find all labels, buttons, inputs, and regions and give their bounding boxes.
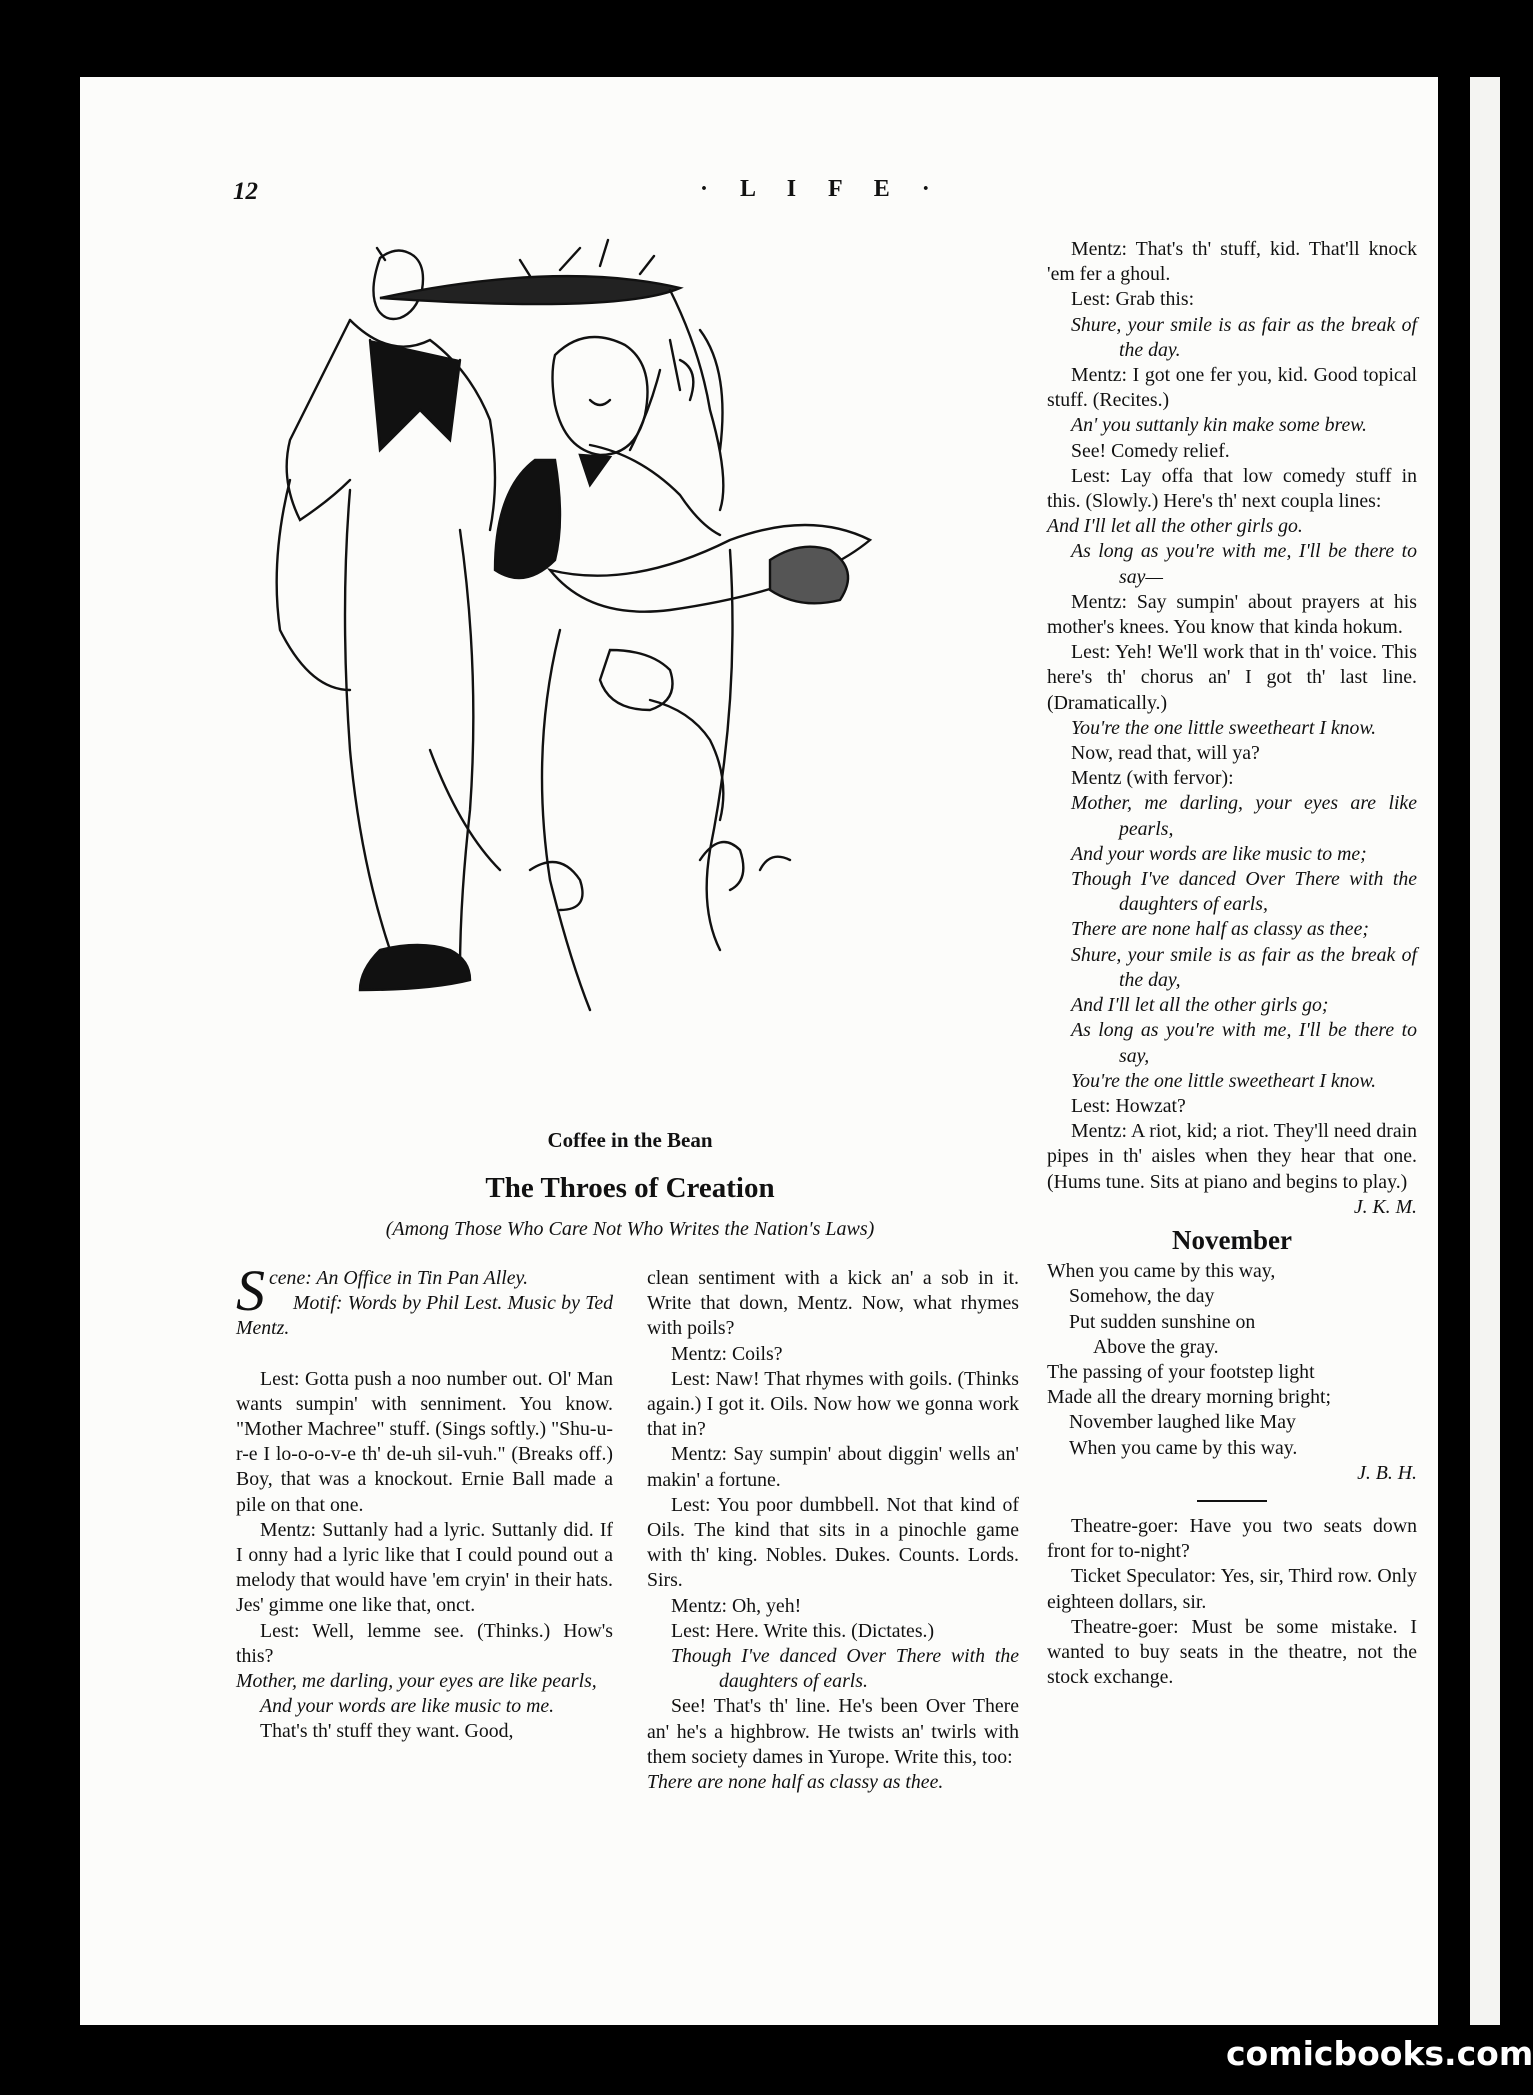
paragraph: Now, read that, will ya? [1071,742,1260,765]
adjacent-page-edge [1470,77,1500,2025]
lyric-line: And your words are like music to me; [1071,842,1367,865]
author-signature: J. B. H. [1357,1461,1417,1484]
author-signature: J. K. M. [1353,1195,1417,1218]
paragraph: Lest: Here. Write this. (Dictates.) [671,1619,935,1642]
text-column-2 [647,1266,1019,1795]
paragraph: Ticket Speculator: Yes, sir, Third row. Only eighteen dollars, sir. [1047,1565,1417,1613]
paragraph: Mentz (with fervor): [1071,767,1234,790]
lyric-line: As long as you're with me, I'll be there to say— [1071,540,1417,588]
paragraph: That's th' stuff they want. Good, [260,1720,514,1743]
poem-line: Above the gray. [1093,1335,1219,1358]
divider-rule [1197,1500,1267,1502]
lyric-line: An' you suttanly kin make some brew. [1071,414,1367,437]
waiters-illustration [230,230,1030,1100]
page-number: 12 [233,178,258,205]
article-title: The Throes of Creation [485,1172,775,1204]
lyric-line: And I'll let all the other girls go. [1047,515,1303,538]
paragraph: Theatre-goer: Must be some mistake. I wanted to buy seats in the theatre, not the stock exchange. [1047,1615,1417,1689]
motif-line: Motif: Words by Phil Lest. Music by Ted Mentz. [236,1292,613,1340]
paragraph: Lest: Gotta push a noo number out. Ol' Man wants sumpin' with senniment. You know. "Mother Machree" stuff. (Sings softly.) "Shu-u-r-e I lo-o-o-v-e th' de-uh sil-vuh." (Breaks off.) Boy, that was a knockout. Ernie Ball made a pile on that one. [236,1367,613,1516]
lyric-line: Mother, me darling, your eyes are like pearls, [1071,792,1417,840]
paragraph: See! That's th' line. He's been Over There an' he's a highbrow. He twists an' twirls with them society dames in Yurope. Write this, too: [647,1695,1019,1768]
article-subtitle: (Among Those Who Care Not Who Writes the Nation's Laws) [385,1218,875,1240]
lyric-line: As long as you're with me, I'll be there to say, [1071,1019,1417,1067]
illustration-caption: Coffee in the Bean [547,1128,713,1152]
poem-line: When you came by this way, [1047,1260,1276,1283]
paragraph: Mentz: Suttanly had a lyric. Suttanly did. If I onny had a lyric like that I could pound out a melody that would have 'em cryin' in their hats. Jes' gimme one like that, onct. [236,1518,613,1617]
lyric-line: Shure, your smile is as fair as the break of the day, [1071,943,1417,991]
poem-november [1047,1259,1417,1461]
masthead: · L I F E · [700,176,943,202]
poem-title: November [1172,1224,1292,1255]
paragraph: Theatre-goer: Have you two seats down front for to-night? [1047,1514,1417,1563]
paragraph: Lest: Well, lemme see. (Thinks.) How's this? [236,1619,613,1667]
lyric-line: There are none half as classy as thee. [647,1771,944,1794]
lyric-line: You're the one little sweetheart I know. [1071,716,1377,739]
paragraph: Mentz: I got one fer you, kid. Good topical stuff. (Recites.) [1047,364,1417,412]
lyric-line: Though I've danced Over There with the daughters of earls, [1071,868,1417,916]
watermark: comicbooks.com [1226,2034,1533,2073]
lyric-line: And I'll let all the other girls go; [1071,994,1329,1017]
poem-line: Somehow, the day [1069,1285,1215,1308]
paragraph: Mentz: That's th' stuff, kid. That'll knock 'em fer a ghoul. [1047,238,1417,286]
paragraph: Mentz: Say sumpin' about diggin' wells an' makin' a fortune. [647,1443,1019,1491]
paragraph: Lest: Yeh! We'll work that in th' voice. This here's th' chorus an' I got th' last line. (Dramatically.) [1047,641,1417,714]
poem-line: Put sudden sunshine on [1069,1310,1256,1333]
paragraph: Lest: Grab this: [1071,288,1195,311]
lyric-line: And your words are like music to me. [260,1695,555,1718]
paragraph: Lest: Lay offa that low comedy stuff in this. (Slowly.) Here's th' next coupla lines: [1047,464,1417,513]
paragraph: Mentz: Oh, yeh! [671,1594,802,1617]
poem-line: November laughed like May [1069,1411,1296,1434]
lyric-line: Mother, me darling, your eyes are like pearls, [236,1670,597,1693]
paragraph: See! Comedy relief. [1071,439,1230,462]
paragraph: Lest: Howzat? [1071,1094,1186,1117]
poem-line: Made all the dreary morning bright; [1047,1386,1331,1409]
drop-cap: S [236,1258,265,1323]
text-column-3 [1047,237,1417,1690]
paragraph: Mentz: A riot, kid; a riot. They'll need drain pipes in th' aisles when they hear that one. (Hums tune. Sits at piano and begins to play.) [1047,1120,1417,1193]
lyric-line: Though I've danced Over There with the daughters of earls. [671,1645,1019,1693]
paragraph: Mentz: Say sumpin' about prayers at his mother's knees. You know that kinda hokum. [1047,590,1417,639]
text-column-1 [236,1258,613,1745]
paragraph: clean sentiment with a kick an' a sob in it. Write that down, Mentz. Now, what rhymes with poils? [647,1267,1019,1340]
poem-line: The passing of your footstep light [1047,1360,1315,1383]
lyric-line: Shure, your smile is as fair as the break of the day. [1071,313,1417,361]
scene-line: Scene: An Office in Tin Pan Alley. [236,1258,529,1323]
paragraph: Lest: You poor dumbbell. Not that kind of Oils. The kind that sits in a pinochle game with th' king. Nobles. Dukes. Counts. Lords. Sirs. [647,1493,1019,1592]
lyric-line: You're the one little sweetheart I know. [1071,1069,1377,1092]
lyric-line: There are none half as classy as thee; [1071,918,1369,941]
paragraph: Mentz: Coils? [671,1342,783,1365]
poem-line: When you came by this way. [1069,1436,1298,1459]
paragraph: Lest: Naw! That rhymes with goils. (Thinks again.) I got it. Oils. Now how we gonna work that in? [647,1367,1019,1441]
